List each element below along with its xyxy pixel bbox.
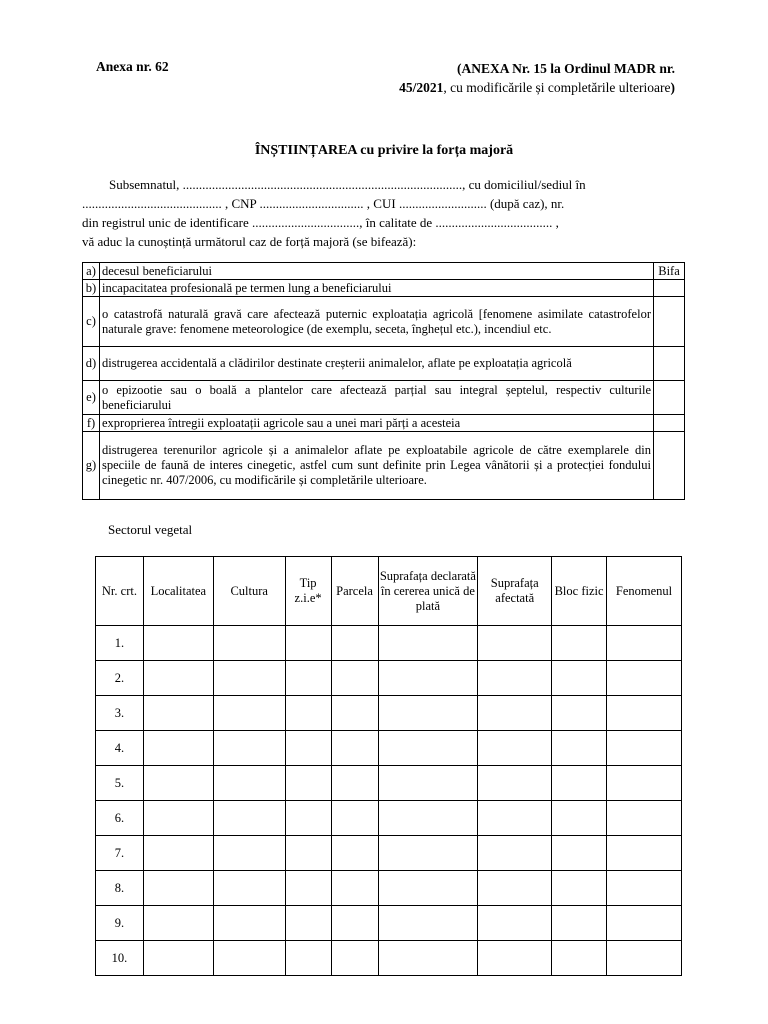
case-text: incapacitatea profesională pe termen lung a beneficiarului <box>100 280 654 297</box>
case-text: distrugerea accidentală a clădirilor destinate creșterii animalelor, aflate pe exploatația agricolă <box>100 347 654 381</box>
case-checkbox-d[interactable] <box>654 347 685 381</box>
row-number: 8. <box>96 871 144 906</box>
intro-line-4: vă aduc la cunoștință următorul caz de forță majoră (se bifează): <box>82 234 417 249</box>
empty-cell[interactable] <box>213 696 285 731</box>
empty-cell[interactable] <box>378 941 478 976</box>
force-majeure-cases-table <box>82 262 685 500</box>
case-text: exproprierea întregii exploatații agricole sau a unei mari părți a acesteia <box>100 415 654 432</box>
empty-cell[interactable] <box>478 871 552 906</box>
empty-cell[interactable] <box>552 626 607 661</box>
empty-cell[interactable] <box>607 766 682 801</box>
table-row <box>96 696 682 731</box>
empty-cell[interactable] <box>331 626 378 661</box>
empty-cell[interactable] <box>478 661 552 696</box>
col-header-bloc-fizic: Bloc fizic <box>552 557 607 626</box>
empty-cell[interactable] <box>331 696 378 731</box>
empty-cell[interactable] <box>607 906 682 941</box>
empty-cell[interactable] <box>552 836 607 871</box>
col-header-nr: Nr. crt. <box>96 557 144 626</box>
empty-cell[interactable] <box>331 731 378 766</box>
col-header-cultura: Cultura <box>213 557 285 626</box>
table-row <box>96 871 682 906</box>
empty-cell[interactable] <box>143 731 213 766</box>
row-number: 1. <box>96 626 144 661</box>
case-checkbox-c[interactable] <box>654 297 685 347</box>
case-label: b) <box>83 280 100 297</box>
empty-cell[interactable] <box>143 661 213 696</box>
empty-cell[interactable] <box>478 941 552 976</box>
empty-cell[interactable] <box>285 696 331 731</box>
case-row-g <box>83 432 685 500</box>
empty-cell[interactable] <box>143 696 213 731</box>
case-row-c <box>83 297 685 347</box>
section-title-vegetal: Sectorul vegetal <box>108 522 193 537</box>
empty-cell[interactable] <box>213 731 285 766</box>
case-text: o catastrofă naturală gravă care afectează puternic exploatația agricolă [fenomene asimilate catastrofelor naturale grave: fenomene meteorologice (de exemplu, seceta, înghețul etc.), incendiul etc. <box>100 297 654 347</box>
document-title: ÎNȘTIINȚAREA cu privire la forța majoră <box>254 143 514 158</box>
annex-number-left: Anexa nr. 62 <box>96 59 169 74</box>
col-header-suprafata-declarata: Suprafața declarată în cererea unică de plată <box>378 557 478 626</box>
table-row <box>96 906 682 941</box>
empty-cell[interactable] <box>478 766 552 801</box>
empty-cell[interactable] <box>331 661 378 696</box>
empty-cell[interactable] <box>331 871 378 906</box>
empty-cell[interactable] <box>285 941 331 976</box>
case-label: e) <box>83 381 100 415</box>
row-number: 3. <box>96 696 144 731</box>
empty-cell[interactable] <box>378 696 478 731</box>
table-row <box>96 801 682 836</box>
empty-cell[interactable] <box>378 731 478 766</box>
empty-cell[interactable] <box>331 836 378 871</box>
intro-line-3: din registrul unic de identificare ................................., în calitate de .................................... , <box>82 215 559 230</box>
row-number: 10. <box>96 941 144 976</box>
empty-cell[interactable] <box>143 941 213 976</box>
row-number: 7. <box>96 836 144 871</box>
empty-cell[interactable] <box>378 836 478 871</box>
intro-line-2: ........................................... , CNP ................................ , CUI ........................... (după caz), nr. <box>82 196 565 211</box>
empty-cell[interactable] <box>607 731 682 766</box>
empty-cell[interactable] <box>478 836 552 871</box>
empty-cell[interactable] <box>378 801 478 836</box>
empty-cell[interactable] <box>378 766 478 801</box>
empty-cell[interactable] <box>143 626 213 661</box>
empty-cell[interactable] <box>378 906 478 941</box>
empty-cell[interactable] <box>213 661 285 696</box>
row-number: 2. <box>96 661 144 696</box>
empty-cell[interactable] <box>143 871 213 906</box>
empty-cell[interactable] <box>378 626 478 661</box>
table-row <box>96 661 682 696</box>
empty-cell[interactable] <box>607 801 682 836</box>
case-label: d) <box>83 347 100 381</box>
empty-cell[interactable] <box>285 801 331 836</box>
case-row-a <box>83 263 685 280</box>
empty-cell[interactable] <box>607 836 682 871</box>
empty-cell[interactable] <box>478 626 552 661</box>
case-text: decesul beneficiarului <box>100 263 654 280</box>
row-number: 5. <box>96 766 144 801</box>
vegetal-sector-table <box>95 556 682 976</box>
case-checkbox-f[interactable] <box>654 415 685 432</box>
empty-cell[interactable] <box>213 836 285 871</box>
empty-cell[interactable] <box>213 906 285 941</box>
case-row-d <box>83 347 685 381</box>
empty-cell[interactable] <box>285 906 331 941</box>
vegetal-table-header-row <box>96 557 682 626</box>
empty-cell[interactable] <box>552 696 607 731</box>
empty-cell[interactable] <box>331 941 378 976</box>
empty-cell[interactable] <box>285 626 331 661</box>
empty-cell[interactable] <box>378 661 478 696</box>
case-checkbox-b[interactable] <box>654 280 685 297</box>
empty-cell[interactable] <box>478 696 552 731</box>
col-header-parcela: Parcela <box>331 557 378 626</box>
row-number: 4. <box>96 731 144 766</box>
empty-cell[interactable] <box>285 766 331 801</box>
empty-cell[interactable] <box>478 906 552 941</box>
empty-cell[interactable] <box>607 626 682 661</box>
col-header-localitatea: Localitatea <box>143 557 213 626</box>
empty-cell[interactable] <box>285 731 331 766</box>
empty-cell[interactable] <box>213 801 285 836</box>
empty-cell[interactable] <box>607 871 682 906</box>
empty-cell[interactable] <box>331 801 378 836</box>
empty-cell[interactable] <box>478 731 552 766</box>
case-label: g) <box>83 432 100 500</box>
col-header-fenomenul: Fenomenul <box>607 557 682 626</box>
empty-cell[interactable] <box>552 871 607 906</box>
case-text: distrugerea terenurilor agricole și a animalelor aflate pe exploatabile agricole de către exemplarele din speciile de faună de interes cinegetic, astfel cum sunt definite prin Legea vânătorii și a protecției fondului cinegetic nr. 407/2006, cu modificările și completările ulterioare. <box>100 432 654 500</box>
case-label: f) <box>83 415 100 432</box>
empty-cell[interactable] <box>607 696 682 731</box>
case-row-b <box>83 280 685 297</box>
intro-line-1: Subsemnatul, ......................................................................................, cu domiciliul/sediul în <box>109 177 586 192</box>
annex-reference-right <box>399 59 675 97</box>
bifa-header: Bifa <box>654 263 685 280</box>
empty-cell[interactable] <box>478 801 552 836</box>
annex-ref-close: ) <box>670 80 675 95</box>
empty-cell[interactable] <box>213 871 285 906</box>
col-header-tip-zie: Tip z.i.e* <box>285 557 331 626</box>
empty-cell[interactable] <box>285 836 331 871</box>
empty-cell[interactable] <box>552 731 607 766</box>
annex-ref-modifications: , cu modificările și completările ulterioare <box>443 80 671 95</box>
empty-cell[interactable] <box>213 626 285 661</box>
table-row <box>96 731 682 766</box>
table-row <box>96 626 682 661</box>
empty-cell[interactable] <box>331 906 378 941</box>
empty-cell[interactable] <box>552 766 607 801</box>
empty-cell[interactable] <box>213 766 285 801</box>
case-text: o epizootie sau o boală a plantelor care afectează parțial sau integral șeptelul, respectiv culturile beneficiarului <box>100 381 654 415</box>
empty-cell[interactable] <box>143 906 213 941</box>
empty-cell[interactable] <box>331 766 378 801</box>
case-checkbox-g[interactable] <box>654 432 685 500</box>
case-label: a) <box>83 263 100 280</box>
empty-cell[interactable] <box>552 906 607 941</box>
empty-cell[interactable] <box>143 836 213 871</box>
case-label: c) <box>83 297 100 347</box>
empty-cell[interactable] <box>285 661 331 696</box>
case-row-f <box>83 415 685 432</box>
row-number: 6. <box>96 801 144 836</box>
empty-cell[interactable] <box>552 661 607 696</box>
table-row <box>96 941 682 976</box>
empty-cell[interactable] <box>607 661 682 696</box>
empty-cell[interactable] <box>607 941 682 976</box>
table-row <box>96 766 682 801</box>
case-row-e <box>83 381 685 415</box>
vegetal-table-body <box>96 626 682 976</box>
intro-paragraph <box>82 175 676 251</box>
empty-cell[interactable] <box>285 871 331 906</box>
empty-cell[interactable] <box>378 871 478 906</box>
empty-cell[interactable] <box>143 801 213 836</box>
case-checkbox-e[interactable] <box>654 381 685 415</box>
col-header-suprafata-afectata: Suprafața afectată <box>478 557 552 626</box>
empty-cell[interactable] <box>552 801 607 836</box>
table-row <box>96 836 682 871</box>
empty-cell[interactable] <box>213 941 285 976</box>
empty-cell[interactable] <box>552 941 607 976</box>
row-number: 9. <box>96 906 144 941</box>
empty-cell[interactable] <box>143 766 213 801</box>
annex-ref-line1: (ANEXA Nr. 15 la Ordinul MADR nr. <box>456 61 675 76</box>
annex-ref-order-number: 45/2021 <box>399 80 444 95</box>
